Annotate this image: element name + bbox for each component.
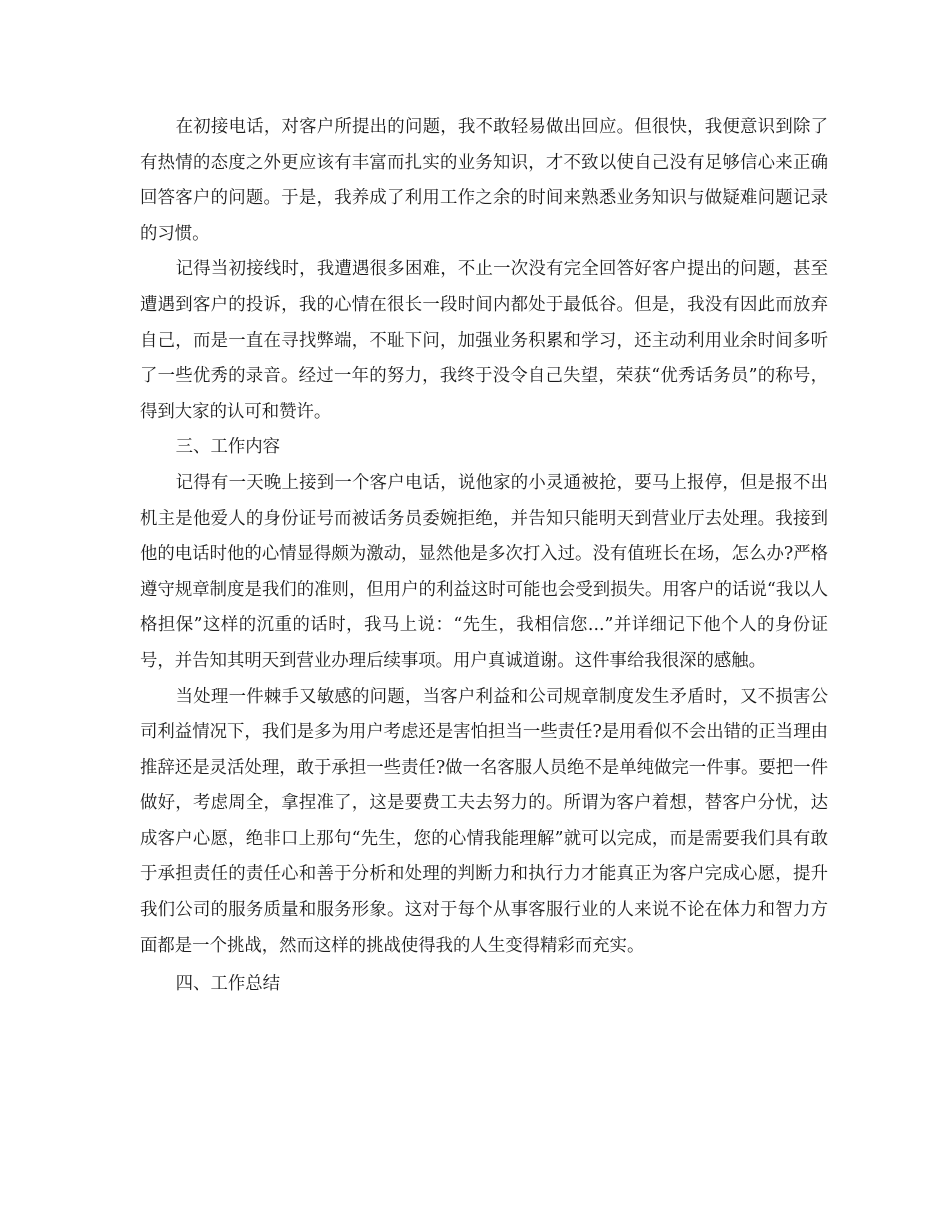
paragraph-phone-learning: 在初接电话，对客户所提出的问题，我不敢轻易做出回应。但很快，我便意识到除了有热情的态度之外更应该有丰富而扎实的业务知识，才不致以使自己没有足够信心来正确回答客户的问题。于是，我养成了利用工作之余的时间来熟悉业务知识与做疑难问题记录的习惯。: [140, 117, 828, 244]
paragraph-difficulties: 记得当初接线时，我遭遇很多困难，不止一次没有完全回答好客户提出的问题，甚至遭遇到客户的投诉，我的心情在很长一段时间内都处于最低谷。但是，我没有因此而放弃自己，而是一直在寻找弊端，不耻下问，加强业务积累和学习，还主动利用业余时间多听了一些优秀的录音。经过一年的努力，我终于没令自己失望，荣获“优秀话务员”的称号，得到大家的认可和赞许。: [140, 259, 828, 422]
section-heading-work-content: 三、工作内容: [175, 437, 281, 458]
paragraph-customer-story: 记得有一天晚上接到一个客户电话，说他家的小灵通被抢，要马上报停，但是报不出机主是他爱人的身份证号而被话务员委婉拒绝，并告知只能明天到营业厅去处理。我接到他的电话时他的心情显得颇为激动，显然他是多次打入过。没有值班长在场，怎么办?严格遵守规章制度是我们的准则，但用户的利益这时可能也会受到损失。用客户的话说“我以人格担保”这样的沉重的话时，我马上说：“先生，我相信您...”并详细记下他个人的身份证号，并告知其明天到营业办理后续事项。用户真诚道谢。这件事给我很深的感触。: [140, 472, 828, 671]
section-heading-work-summary: 四、工作总结: [175, 974, 281, 995]
paragraph-responsibility: 当处理一件棘手又敏感的问题，当客户利益和公司规章制度发生矛盾时，又不损害公司利益情况下，我们是多为用户考虑还是害怕担当一些责任?是用看似不会出错的正当理由推辞还是灵活处理，敢于承担一些责任?做一名客服人员绝不是单纯做完一件事。要把一件做好，考虑周全，拿捏准了，这是要费工夫去努力的。所谓为客户着想，替客户分忧，达成客户心愿，绝非口上那句“先生，您的心情我能理解”就可以完成，而是需要我们具有敢于承担责任的责任心和善于分析和处理的判断力和执行力才能真正为客户完成心愿，提升我们公司的服务质量和服务形象。这对于每个从事客服行业的人来说不论在体力和智力方面都是一个挑战，然而这样的挑战使得我的人生变得精彩而充实。: [140, 686, 828, 956]
